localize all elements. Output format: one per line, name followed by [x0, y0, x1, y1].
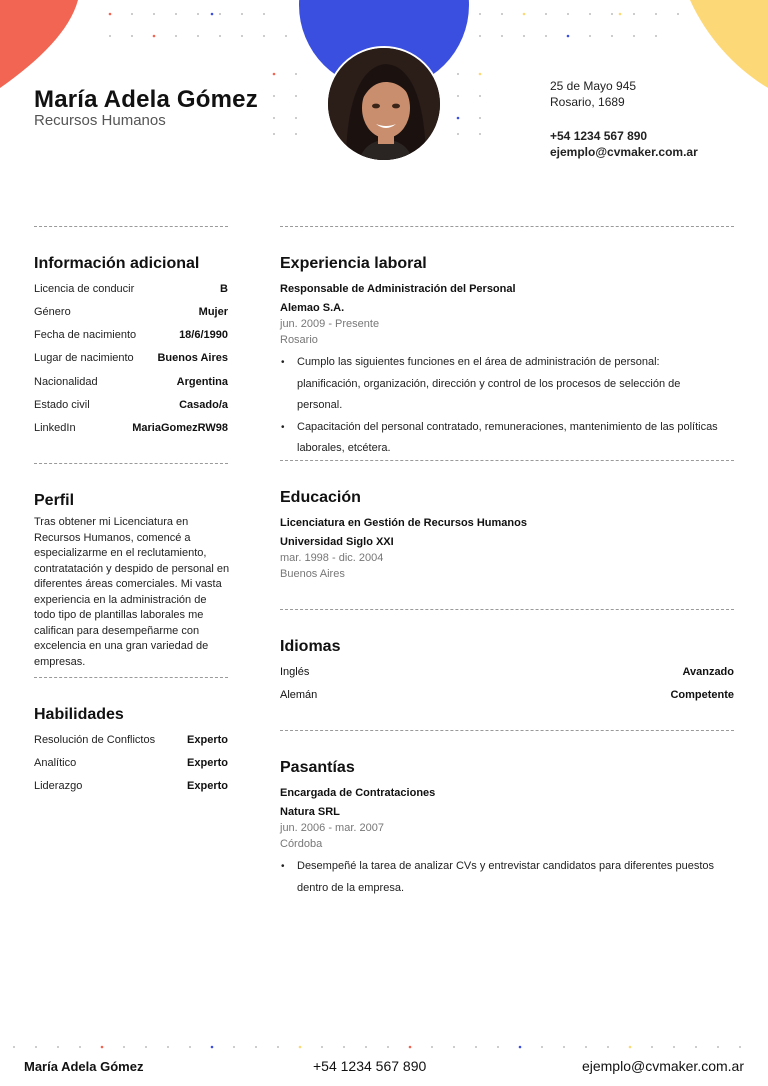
section-title-perfil: Perfil: [34, 492, 75, 509]
school-name: Universidad Siglo XXI: [280, 536, 394, 548]
job-dates: jun. 2009 - Presente: [280, 318, 380, 330]
divider: [280, 460, 734, 461]
section-title-idiomas: Idiomas: [280, 638, 341, 655]
job-bullets: [280, 352, 720, 460]
info-row: Licencia de conducir B: [34, 283, 228, 295]
degree-title: Licenciatura en Gestión de Recursos Humanos: [280, 517, 527, 529]
profile-summary: Tras obtener mi Licenciatura en Recursos Humanos, comencé a especializarme en el reclutamiento, contratatación y despido de personal en diferentes áreas comerciales. Mi vasta experiencia en la administración de todo tipo de plantillas laborales me califican para desempeñarme con excelencia en una gran variedad de empresas.: [34, 516, 230, 668]
education-location: Buenos Aires: [280, 568, 345, 580]
address-line-1: 25 de Mayo 945: [550, 79, 637, 93]
internship-location: Córdoba: [280, 838, 323, 850]
list-item: • Cumplo las siguientes funciones en el área de administración de personal: planificación, organización, dirección y control de los procesos de selección de personal.: [280, 352, 720, 417]
internship-title: Encargada de Contrataciones: [280, 787, 436, 799]
skill-row: Analítico Experto: [34, 757, 228, 769]
section-title-pasantias: Pasantías: [280, 759, 355, 776]
email-address[interactable]: ejemplo@cvmaker.com.ar: [550, 145, 698, 159]
profile-photo: [326, 46, 442, 162]
phone-number: +54 1234 567 890: [550, 129, 648, 143]
footer-name: María Adela Gómez: [24, 1059, 144, 1074]
internship-bullets: [280, 856, 720, 899]
info-row: Fecha de nacimiento 18/6/1990: [34, 329, 228, 341]
divider: [34, 677, 228, 678]
internship-company: Natura SRL: [280, 806, 340, 818]
info-row-linkedin[interactable]: LinkedIn MariaGomezRW98: [34, 422, 228, 434]
job-title: Responsable de Administración del Personal: [280, 283, 516, 295]
language-row: Alemán Competente: [280, 689, 734, 701]
red-corner-shape: [0, 0, 80, 90]
info-row: Lugar de nacimiento Buenos Aires: [34, 352, 228, 364]
info-row: Género Mujer: [34, 306, 228, 318]
internship-dates: jun. 2006 - mar. 2007: [280, 822, 384, 834]
candidate-role: Recursos Humanos: [34, 112, 166, 129]
footer-phone: +54 1234 567 890: [313, 1058, 427, 1074]
section-title-info: Información adicional: [34, 255, 200, 272]
section-title-experiencia: Experiencia laboral: [280, 255, 427, 272]
skill-row: Liderazgo Experto: [34, 780, 228, 792]
divider: [34, 463, 228, 464]
job-location: Rosario: [280, 334, 318, 346]
divider: [280, 226, 734, 227]
company-name: Alemao S.A.: [280, 302, 345, 314]
language-row: Inglés Avanzado: [280, 666, 734, 678]
education-dates: mar. 1998 - dic. 2004: [280, 552, 384, 564]
footer-email[interactable]: ejemplo@cvmaker.com.ar: [581, 1058, 744, 1074]
skill-row: Resolución de Conflictos Experto: [34, 734, 228, 746]
divider: [34, 226, 228, 227]
contact-block: [550, 78, 698, 160]
section-title-habilidades: Habilidades: [34, 706, 124, 723]
list-item: • Desempeñé la tarea de analizar CVs y entrevistar candidatos para diferentes puestos dentro de la empresa.: [280, 856, 720, 899]
section-title-educacion: Educación: [280, 489, 361, 506]
dot-pattern-footer: [0, 1044, 768, 1050]
divider: [280, 609, 734, 610]
divider: [280, 730, 734, 731]
list-item: • Capacitación del personal contratado, remuneraciones, mantenimiento de las políticas laborales, etcétera.: [280, 417, 720, 460]
candidate-name: María Adela Gómez: [34, 86, 258, 113]
info-row: Estado civil Casado/a: [34, 399, 228, 411]
address-line-2: Rosario, 1689: [550, 95, 625, 109]
info-row: Nacionalidad Argentina: [34, 376, 228, 388]
